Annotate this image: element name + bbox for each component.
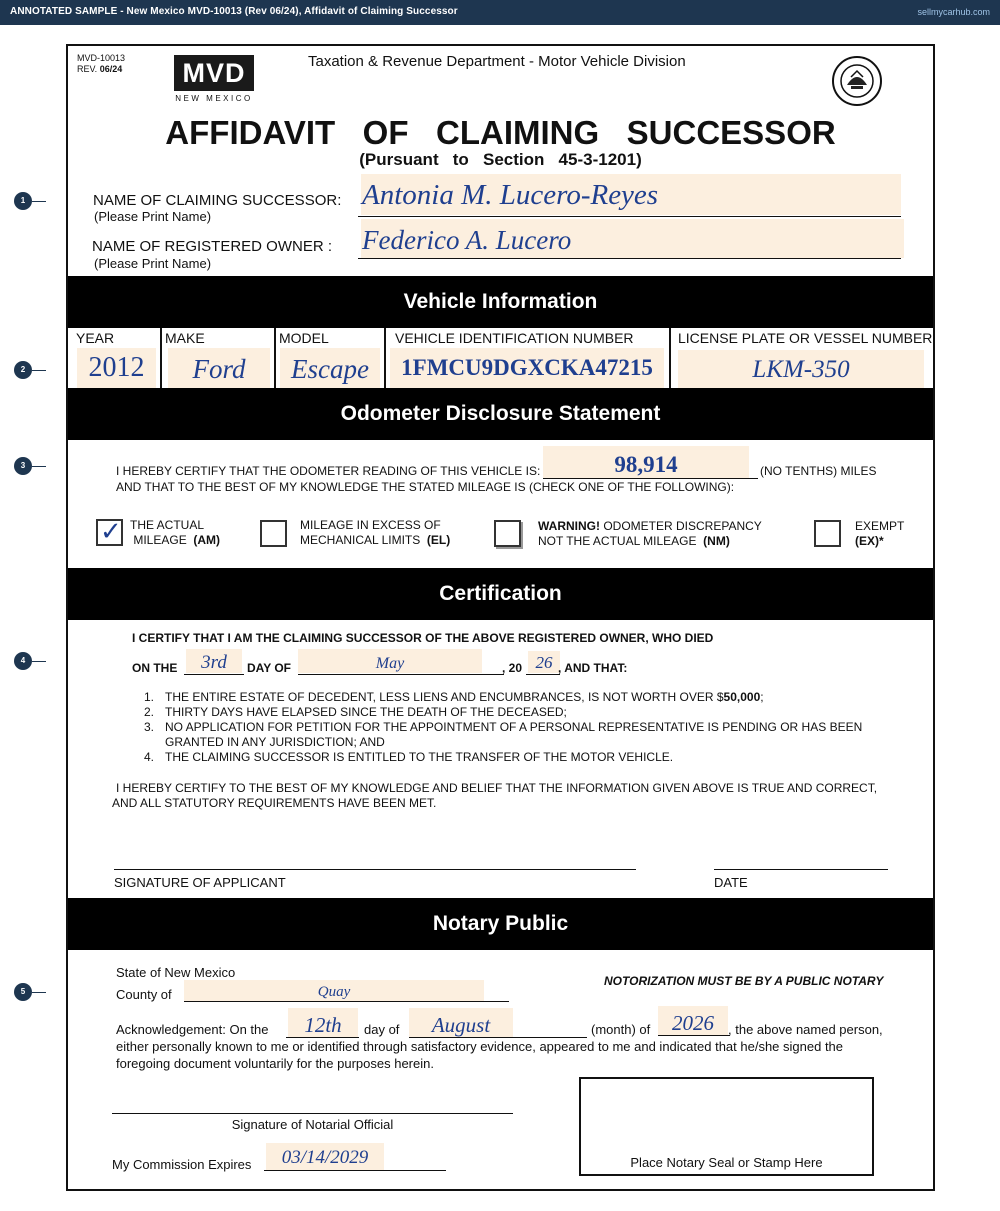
odometer-discrepancy-label: WARNING! ODOMETER DISCREPANCY NOT THE ACTUAL MILEAGE (NM): [538, 519, 762, 548]
column-divider: [274, 328, 276, 388]
department-name: Taxation & Revenue Department - Motor Vehicle Division: [308, 53, 686, 70]
ack-month-underline: [409, 1037, 587, 1038]
signature-date-line[interactable]: [714, 869, 888, 870]
closing-statement-line-2: AND ALL STATUTORY REQUIREMENTS HAVE BEEN MET.: [112, 796, 437, 810]
form-number: MVD-10013: [77, 53, 126, 63]
notary-county-label: County of: [116, 987, 172, 1002]
marker-1: 1: [14, 192, 32, 210]
odometer-unit-label: (NO TENTHS) MILES: [760, 464, 877, 478]
vin-value: 1FMCU9DGXCKA47215: [401, 355, 653, 380]
form-revision: REV. 06/24: [77, 64, 123, 74]
ack-month-of-label: (month) of: [591, 1022, 651, 1037]
banner-site-link[interactable]: sellmycarhub.com: [917, 7, 990, 17]
certification-conditions-list: [144, 690, 924, 765]
ack-day-of-label: day of: [364, 1022, 400, 1037]
ack-line-3: foregoing document voluntarily for the purposes herein.: [116, 1056, 434, 1071]
notary-signature-label: Signature of Notarial Official: [231, 1117, 394, 1132]
make-value: Ford: [192, 354, 246, 384]
exempt-checkbox[interactable]: [814, 520, 841, 547]
condition-item: GRANTED IN ANY JURISDICTION; AND: [165, 735, 385, 749]
year-label: YEAR: [76, 330, 115, 346]
plate-label: LICENSE PLATE OR VESSEL NUMBER: [678, 330, 933, 346]
certification-intro: I CERTIFY THAT I AM THE CLAIMING SUCCESSOR OF THE ABOVE REGISTERED OWNER, WHO DIED: [132, 631, 714, 645]
notary-signature-line[interactable]: [112, 1113, 513, 1114]
year-value: 2012: [88, 352, 145, 383]
plate-value: LKM-350: [752, 356, 850, 383]
excess-mileage-checkbox[interactable]: [260, 520, 287, 547]
commission-expires-value: 03/14/2029: [281, 1147, 369, 1168]
successor-name-label: NAME OF CLAIMING SUCCESSOR:: [93, 192, 342, 209]
commission-expires-underline: [264, 1170, 446, 1171]
check-mark-icon: ✓: [100, 516, 122, 546]
condition-item: 3. NO APPLICATION FOR PETITION FOR THE APPOINTMENT OF A PERSONAL REPRESENTATIVE IS PENDING OR HAS BEEN: [144, 720, 863, 734]
marker-tick: [32, 201, 46, 202]
successor-name-value: Antonia M. Lucero-Reyes: [362, 179, 659, 211]
marker-3: 3: [14, 457, 32, 475]
condition-item: 1. THE ENTIRE ESTATE OF DECEDENT, LESS LIENS AND ENCUMBRANCES, IS NOT WORTH OVER $50,000;: [144, 690, 764, 704]
death-year-value: 26: [535, 653, 553, 672]
owner-name-label: NAME OF REGISTERED OWNER :: [92, 238, 333, 255]
and-that-label: , AND THAT:: [558, 661, 628, 675]
affidavit-form: [66, 44, 935, 1191]
ack-day-value: 12th: [304, 1013, 342, 1037]
column-divider: [160, 328, 162, 388]
notary-section-heading: Notary Public: [68, 898, 933, 950]
owner-name-value: Federico A. Lucero: [362, 225, 572, 255]
make-label: MAKE: [165, 330, 205, 346]
death-day-value: 3rd: [201, 652, 227, 673]
owner-name-underline: [358, 258, 901, 259]
death-year-underline: [526, 674, 560, 675]
mvd-logo-subtitle: NEW MEXICO: [175, 94, 253, 103]
applicant-signature-label: SIGNATURE OF APPLICANT: [114, 875, 286, 890]
ack-day-underline: [286, 1037, 359, 1038]
vehicle-section-heading: Vehicle Information: [68, 276, 933, 328]
death-month-value: May: [375, 655, 405, 672]
applicant-signature-line[interactable]: [114, 869, 636, 870]
acknowledgement-label: Acknowledgement: On the: [116, 1022, 269, 1037]
marker-tick: [32, 370, 46, 371]
commission-expires-label: My Commission Expires: [112, 1157, 252, 1172]
notarization-requirement: NOTORIZATION MUST BE BY A PUBLIC NOTARY: [604, 974, 884, 988]
marker-4: 4: [14, 652, 32, 670]
vin-label: VEHICLE IDENTIFICATION NUMBER: [395, 330, 634, 346]
actual-mileage-label: THE ACTUAL MILEAGE (AM): [130, 518, 221, 547]
notary-county-underline: [184, 1001, 509, 1002]
odometer-check-instruction: AND THAT TO THE BEST OF MY KNOWLEDGE THE STATED MILEAGE IS (CHECK ONE OF THE FOLLOWING):: [116, 480, 735, 494]
ack-year-value: 2026: [672, 1011, 714, 1035]
top-banner: [0, 0, 1000, 25]
death-month-underline: [298, 674, 504, 675]
notary-seal-label: Place Notary Seal or Stamp Here: [630, 1155, 823, 1170]
actual-mileage-checkbox[interactable]: [96, 516, 123, 546]
ack-continuation: , the above named person,: [728, 1022, 883, 1037]
marker-tick: [32, 992, 46, 993]
column-divider: [669, 328, 671, 388]
certification-section-heading: Certification: [68, 568, 933, 620]
signature-date-label: DATE: [714, 875, 748, 890]
odometer-discrepancy-checkbox[interactable]: [494, 520, 521, 547]
odometer-reading-value: 98,914: [614, 452, 678, 477]
model-label: MODEL: [279, 330, 329, 346]
year-prefix-label: , 20: [502, 661, 523, 675]
on-the-label: ON THE: [132, 661, 178, 675]
death-day-underline: [184, 674, 244, 675]
form-title: AFFIDAVIT OF CLAIMING SUCCESSOR: [165, 114, 836, 151]
closing-statement-line-1: I HEREBY CERTIFY TO THE BEST OF MY KNOWLEDGE AND BELIEF THAT THE INFORMATION GIVEN ABOVE IS TRUE AND CORRECT,: [116, 781, 878, 795]
condition-item: 2. THIRTY DAYS HAVE ELAPSED SINCE THE DEATH OF THE DECEASED;: [144, 705, 567, 719]
notary-seal-box[interactable]: [579, 1077, 874, 1176]
odometer-reading-underline: [543, 478, 758, 479]
excess-mileage-label: MILEAGE IN EXCESS OF MECHANICAL LIMITS (EL): [300, 518, 451, 547]
mvd-logo: MVD: [174, 55, 254, 91]
marker-2: 2: [14, 361, 32, 379]
exempt-label: EXEMPT (EX)*: [855, 519, 905, 548]
notary-county-value: Quay: [317, 984, 351, 1000]
day-of-label: DAY OF: [247, 661, 292, 675]
notary-state: State of New Mexico: [116, 965, 236, 980]
successor-name-hint: (Please Print Name): [94, 209, 212, 224]
odometer-section-heading: Odometer Disclosure Statement: [68, 388, 933, 440]
banner-title: ANNOTATED SAMPLE - New Mexico MVD-10013 (Rev 06/24), Affidavit of Claiming Successor: [10, 6, 458, 17]
marker-5: 5: [14, 983, 32, 1001]
marker-tick: [32, 661, 46, 662]
form-number-block: [77, 53, 125, 75]
column-divider: [384, 328, 386, 388]
ack-year-underline: [658, 1035, 730, 1036]
ack-line-2: either personally known to me or identified through satisfactory evidence, appeared to me and indicated that he/she signed the: [116, 1039, 844, 1054]
owner-name-hint: (Please Print Name): [94, 256, 212, 271]
model-value: Escape: [291, 354, 369, 384]
ack-month-value: August: [431, 1013, 491, 1037]
form-subtitle: (Pursuant to Section 45-3-1201): [359, 150, 642, 169]
state-seal-icon: [831, 55, 883, 107]
odometer-certify-line: I HEREBY CERTIFY THAT THE ODOMETER READING OF THIS VEHICLE IS:: [116, 464, 541, 478]
marker-tick: [32, 466, 46, 467]
condition-item: 4. THE CLAIMING SUCCESSOR IS ENTITLED TO THE TRANSFER OF THE MOTOR VEHICLE.: [144, 750, 674, 764]
successor-name-underline: [358, 216, 901, 217]
